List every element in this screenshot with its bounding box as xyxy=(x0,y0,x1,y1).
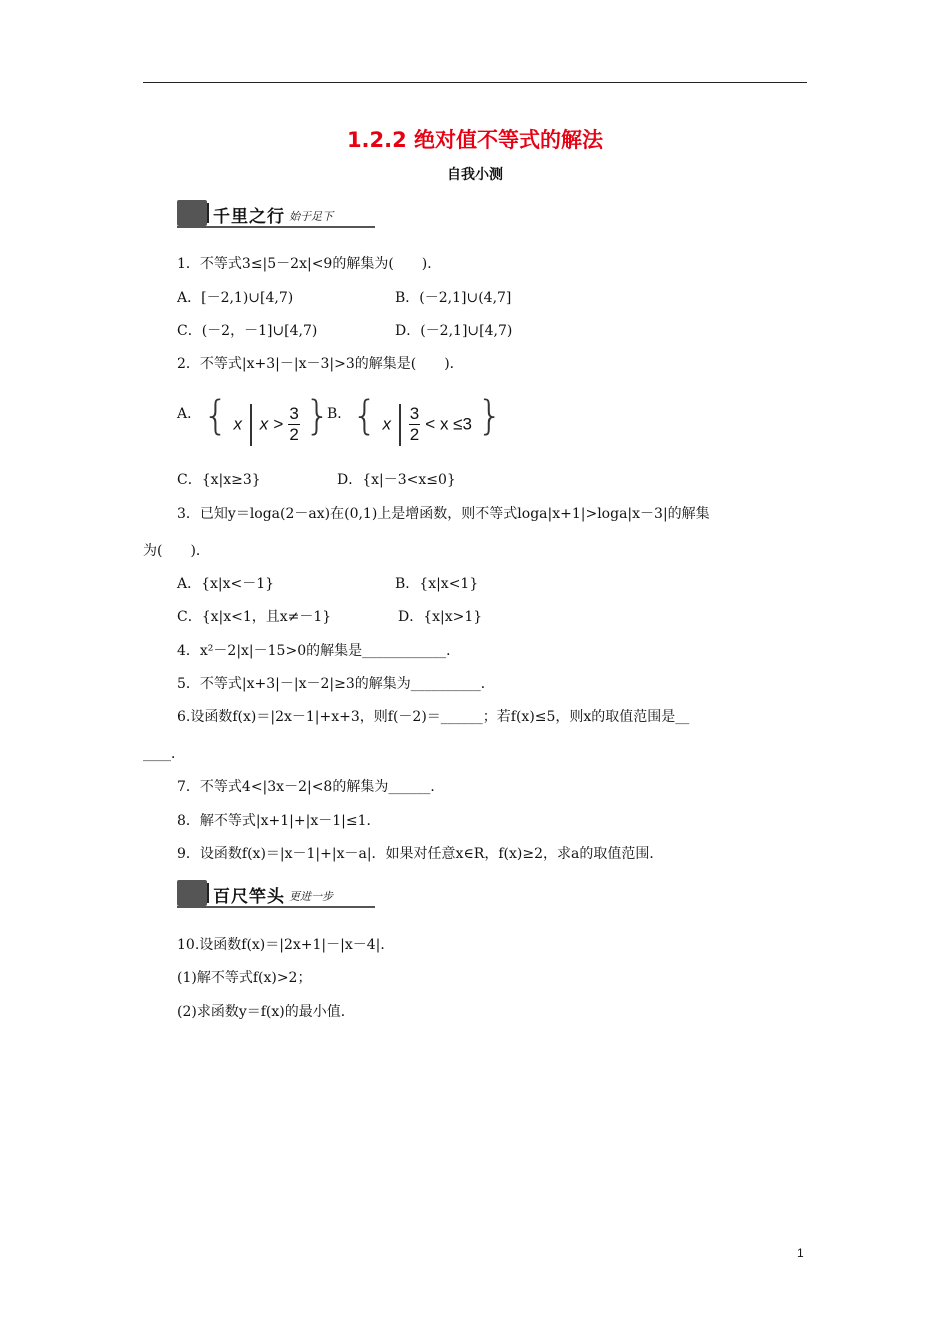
left-brace: { xyxy=(352,393,378,439)
numerator: 3 xyxy=(409,404,420,423)
set-variable: x xyxy=(233,414,243,434)
q1-option-b: B．(－2,1]∪(4,7] xyxy=(395,290,512,306)
q2-option-a-label: A． xyxy=(177,406,202,422)
q1-option-a: A．[－2,1)∪[4,7) xyxy=(177,290,294,306)
section-banner-2 xyxy=(177,880,375,908)
question-9: 9．设函数f(x)＝|x－1|+|x－a|．如果对任意x∈R，f(x)≥2，求a的取值范围． xyxy=(177,846,664,862)
q3-option-d: D．{x|x>1} xyxy=(398,609,483,625)
q1-option-d: D．(－2,1]∪[4,7) xyxy=(395,323,513,339)
q2-option-b-formula xyxy=(352,393,503,446)
greater-than: > xyxy=(273,414,284,434)
header-rule xyxy=(143,82,807,83)
q3-option-b: B．{x|x<1} xyxy=(395,576,479,592)
set-variable-2: x xyxy=(259,414,269,434)
banner-icon xyxy=(177,200,207,226)
right-brace: } xyxy=(477,393,503,439)
q3-option-c: C．{x|x<1，且x≠－1} xyxy=(177,609,332,625)
banner-divider xyxy=(207,203,209,223)
question-10-part-1: (1)解不等式f(x)>2； xyxy=(177,970,312,986)
question-10: 10.设函数f(x)＝|2x+1|－|x－4|． xyxy=(177,937,395,953)
banner-main-text: 百尺竿头 xyxy=(213,887,285,907)
banner-sub-text: 始于足下 xyxy=(289,210,333,223)
q1-option-c: C．(－2，－1]∪[4,7) xyxy=(177,323,318,339)
numerator: 3 xyxy=(289,404,299,423)
q2-option-c: C．{x|x≥3} xyxy=(177,472,261,488)
question-2: 2．不等式|x+3|－|x－3|>3的解集是( )． xyxy=(177,356,464,372)
page-subtitle: 自我小测 xyxy=(447,167,503,183)
right-brace: } xyxy=(304,393,331,439)
fraction xyxy=(409,404,420,445)
question-4: 4．x²－2|x|－15>0的解集是____________． xyxy=(177,643,461,659)
left-brace: { xyxy=(203,393,229,439)
question-1: 1．不等式3≤|5－2x|<9的解集为( )． xyxy=(177,256,442,272)
banner-sub-text: 更进一步 xyxy=(289,890,333,903)
banner-underline xyxy=(177,226,375,228)
set-bar xyxy=(250,404,252,446)
question-7: 7．不等式4<|3x－2|<8的解集为______． xyxy=(177,779,445,795)
inequality-rest: < x ≤3 xyxy=(425,414,472,434)
banner-underline xyxy=(177,906,375,908)
page-title: 1.2.2 绝对值不等式的解法 xyxy=(346,128,604,152)
question-10-part-2: (2)求函数y＝f(x)的最小值． xyxy=(177,1004,355,1020)
q2-option-d: D．{x|－3<x≤0} xyxy=(337,472,456,488)
section-banner-1 xyxy=(177,200,375,228)
q3-option-a: A．{x|x<－1} xyxy=(177,576,275,592)
banner-main-text: 千里之行 xyxy=(213,207,285,227)
q2-option-b-label: B． xyxy=(327,406,352,422)
question-6: 6.设函数f(x)＝|2x－1|+x+3，则f(－2)＝______；若f(x)≤5，则x的取值范围是__ xyxy=(177,709,690,725)
question-6-continued: ____． xyxy=(143,746,185,762)
denominator: 2 xyxy=(289,425,299,444)
denominator: 2 xyxy=(409,425,420,444)
fraction xyxy=(288,404,299,445)
question-3: 3．已知y＝loga(2－ax)在(0,1)上是增函数，则不等式loga|x+1|>loga|x－3|的解集 xyxy=(177,506,710,522)
question-3-continued: 为( )． xyxy=(143,543,210,559)
banner-divider xyxy=(207,883,209,903)
question-5: 5．不等式|x+3|－|x－2|≥3的解集为__________． xyxy=(177,676,495,692)
q2-option-a-formula xyxy=(203,393,331,446)
set-variable: x xyxy=(382,414,392,434)
question-8: 8．解不等式|x+1|+|x－1|≤1． xyxy=(177,813,381,829)
banner-icon xyxy=(177,880,207,906)
page-number: 1 xyxy=(797,1246,804,1260)
set-bar xyxy=(399,404,401,446)
